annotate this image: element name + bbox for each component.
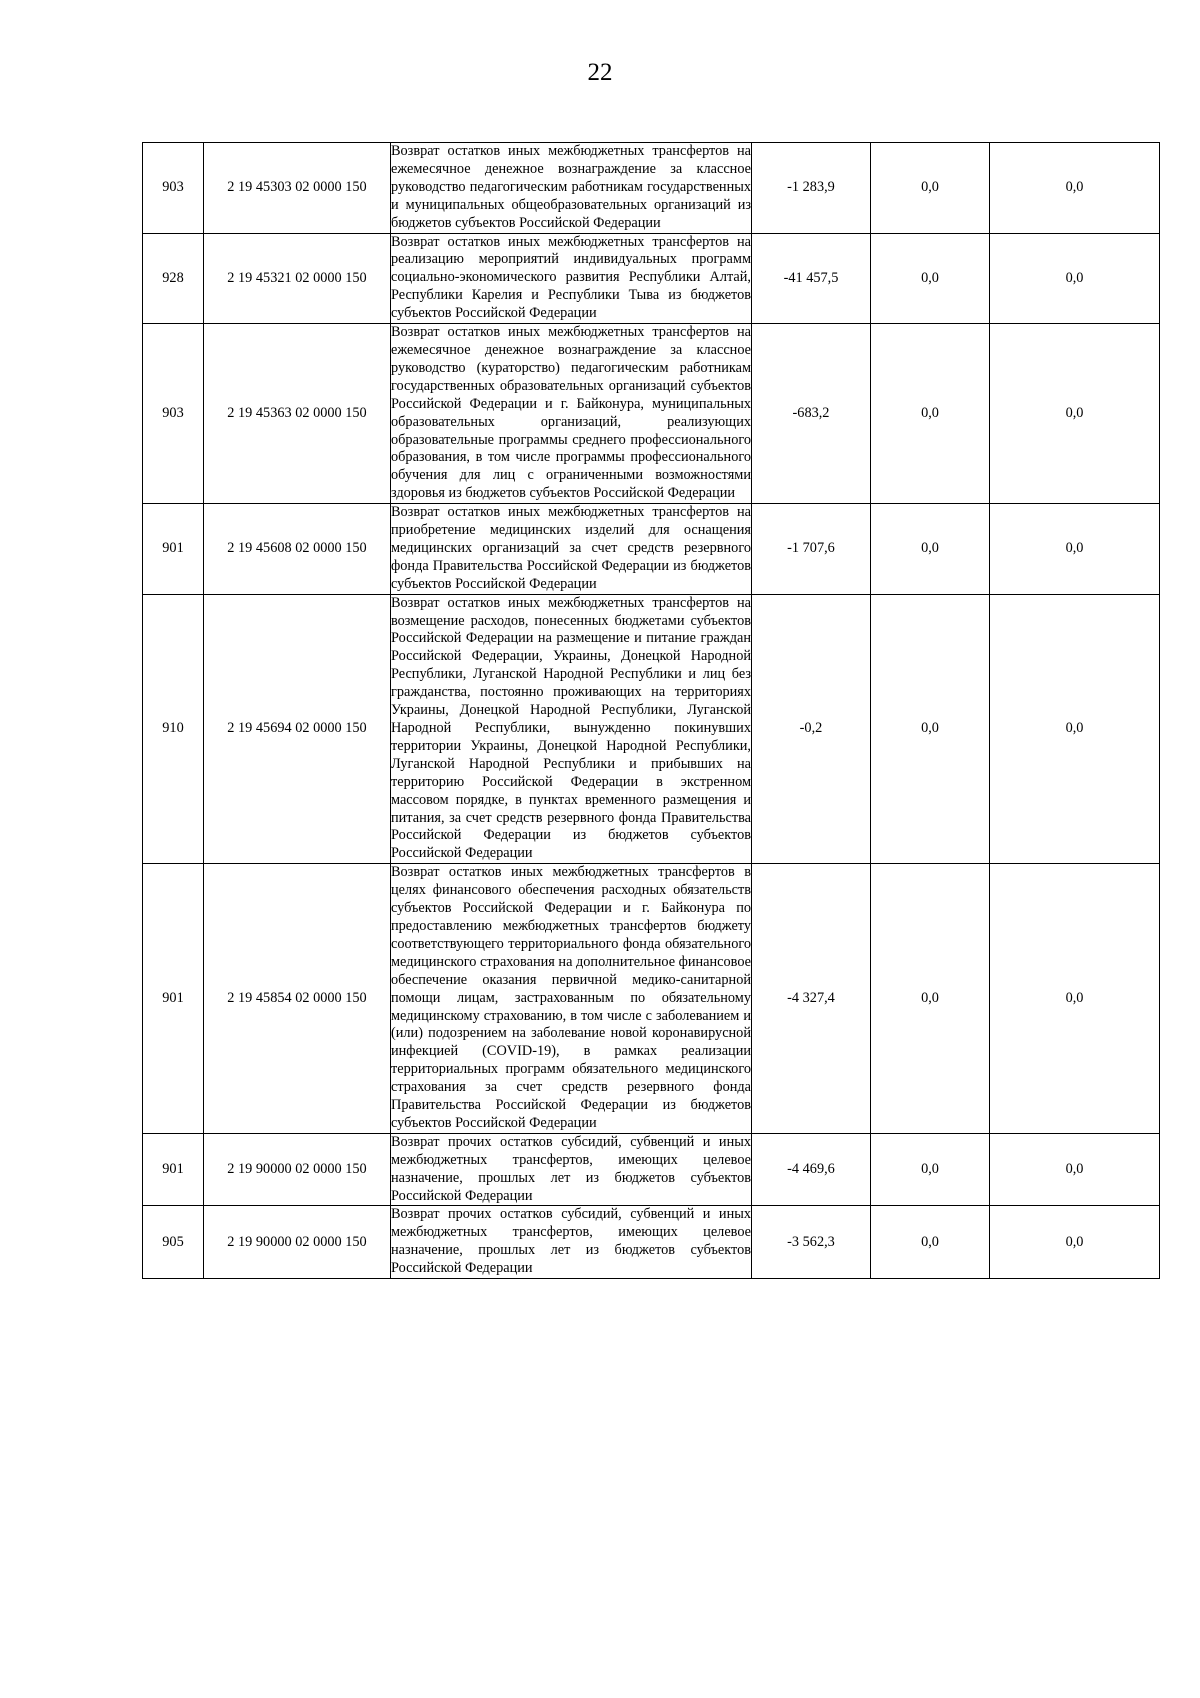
amount-cell-3: 0,0 [990, 864, 1160, 1134]
admin-code-cell: 910 [143, 594, 204, 864]
description-cell: Возврат остатков иных межбюджетных трансфертов на ежемесячное денежное вознаграждение за классное руководство педагогическим работникам государственных и муниципальных общеобразовательных организаций из бюджетов субъектов Российской Федерации [391, 143, 752, 234]
table-row [143, 504, 1160, 595]
table-row [143, 233, 1160, 324]
admin-code-cell: 905 [143, 1206, 204, 1279]
amount-cell-1: -1 707,6 [752, 504, 871, 595]
admin-code-cell: 901 [143, 504, 204, 595]
budget-table-body [143, 143, 1160, 1279]
amount-cell-3: 0,0 [990, 504, 1160, 595]
table-row [143, 1206, 1160, 1279]
description-cell: Возврат прочих остатков субсидий, субвенций и иных межбюджетных трансфертов, имеющих целевое назначение, прошлых лет из бюджетов субъектов Российской Федерации [391, 1206, 752, 1279]
amount-cell-2: 0,0 [871, 504, 990, 595]
admin-code-cell: 901 [143, 1133, 204, 1206]
amount-cell-2: 0,0 [871, 233, 990, 324]
amount-cell-2: 0,0 [871, 1133, 990, 1206]
budget-classification-code-cell: 2 19 45321 02 0000 150 [204, 233, 391, 324]
description-cell: Возврат остатков иных межбюджетных трансфертов на приобретение медицинских изделий для оснащения медицинских организаций за счет средств резервного фонда Правительства Российской Федерации из бюджетов субъектов Российской Федерации [391, 504, 752, 595]
table-row [143, 324, 1160, 504]
amount-cell-1: -4 469,6 [752, 1133, 871, 1206]
admin-code-cell: 903 [143, 324, 204, 504]
amount-cell-2: 0,0 [871, 143, 990, 234]
budget-classification-code-cell: 2 19 45363 02 0000 150 [204, 324, 391, 504]
table-row [143, 594, 1160, 864]
admin-code-cell: 903 [143, 143, 204, 234]
budget-table [142, 142, 1160, 1279]
amount-cell-2: 0,0 [871, 594, 990, 864]
amount-cell-3: 0,0 [990, 143, 1160, 234]
amount-cell-1: -3 562,3 [752, 1206, 871, 1279]
description-cell: Возврат прочих остатков субсидий, субвенций и иных межбюджетных трансфертов, имеющих целевое назначение, прошлых лет из бюджетов субъектов Российской Федерации [391, 1133, 752, 1206]
budget-classification-code-cell: 2 19 45854 02 0000 150 [204, 864, 391, 1134]
amount-cell-2: 0,0 [871, 1206, 990, 1279]
budget-classification-code-cell: 2 19 45303 02 0000 150 [204, 143, 391, 234]
table-row [143, 1133, 1160, 1206]
amount-cell-1: -683,2 [752, 324, 871, 504]
admin-code-cell: 928 [143, 233, 204, 324]
amount-cell-1: -0,2 [752, 594, 871, 864]
amount-cell-1: -4 327,4 [752, 864, 871, 1134]
amount-cell-2: 0,0 [871, 324, 990, 504]
table-row [143, 143, 1160, 234]
description-cell: Возврат остатков иных межбюджетных трансфертов на реализацию мероприятий индивидуальных программ социально-экономического развития Республики Алтай, Республики Карелия и Республики Тыва из бюджетов субъектов Российской Федерации [391, 233, 752, 324]
amount-cell-3: 0,0 [990, 1133, 1160, 1206]
amount-cell-3: 0,0 [990, 1206, 1160, 1279]
amount-cell-3: 0,0 [990, 324, 1160, 504]
budget-classification-code-cell: 2 19 45694 02 0000 150 [204, 594, 391, 864]
description-cell: Возврат остатков иных межбюджетных трансфертов на ежемесячное денежное вознаграждение за классное руководство (кураторство) педагогическим работникам государственных образовательных организаций субъектов Российской Федерации и г. Байконура, муниципальных образовательных организаций, реализующих образовательные программы среднего профессионального образования, в том числе программы профессионального обучения для лиц с ограниченными возможностями здоровья из бюджетов субъектов Российской Федерации [391, 324, 752, 504]
amount-cell-1: -1 283,9 [752, 143, 871, 234]
budget-classification-code-cell: 2 19 90000 02 0000 150 [204, 1206, 391, 1279]
amount-cell-2: 0,0 [871, 864, 990, 1134]
amount-cell-3: 0,0 [990, 233, 1160, 324]
description-cell: Возврат остатков иных межбюджетных трансфертов в целях финансового обеспечения расходных обязательств субъектов Российской Федерации и г. Байконура по предоставлению межбюджетных трансфертов бюджету соответствующего территориального фонда обязательного медицинского страхования на дополнительное финансовое обеспечение оказания первичной медико-санитарной помощи лицам, застрахованным по обязательному медицинскому страхованию, в том числе с заболеванием и (или) подозрением на заболевание новой коронавирусной инфекцией (COVID-19), в рамках реализации территориальных программ обязательного медицинского страхования за счет средств резервного фонда Правительства Российской Федерации из бюджетов субъектов Российской Федерации [391, 864, 752, 1134]
table-row [143, 864, 1160, 1134]
description-cell: Возврат остатков иных межбюджетных трансфертов на возмещение расходов, понесенных бюджетами субъектов Российской Федерации на размещение и питание граждан Российской Федерации, Украины, Донецкой Народной Республики, Луганской Народной Республики и лиц без гражданства, постоянно проживающих на территориях Украины, Донецкой Народной Республики, Луганской Народной Республики, вынужденно покинувших территории Украины, Донецкой Народной Республики, Луганской Народной Республики и прибывших на территорию Российской Федерации в экстренном массовом порядке, в пунктах временного размещения и питания, за счет средств резервного фонда Правительства Российской Федерации из бюджетов субъектов Российской Федерации [391, 594, 752, 864]
amount-cell-3: 0,0 [990, 594, 1160, 864]
admin-code-cell: 901 [143, 864, 204, 1134]
budget-classification-code-cell: 2 19 90000 02 0000 150 [204, 1133, 391, 1206]
budget-classification-code-cell: 2 19 45608 02 0000 150 [204, 504, 391, 595]
page-number: 22 [587, 59, 613, 86]
amount-cell-1: -41 457,5 [752, 233, 871, 324]
